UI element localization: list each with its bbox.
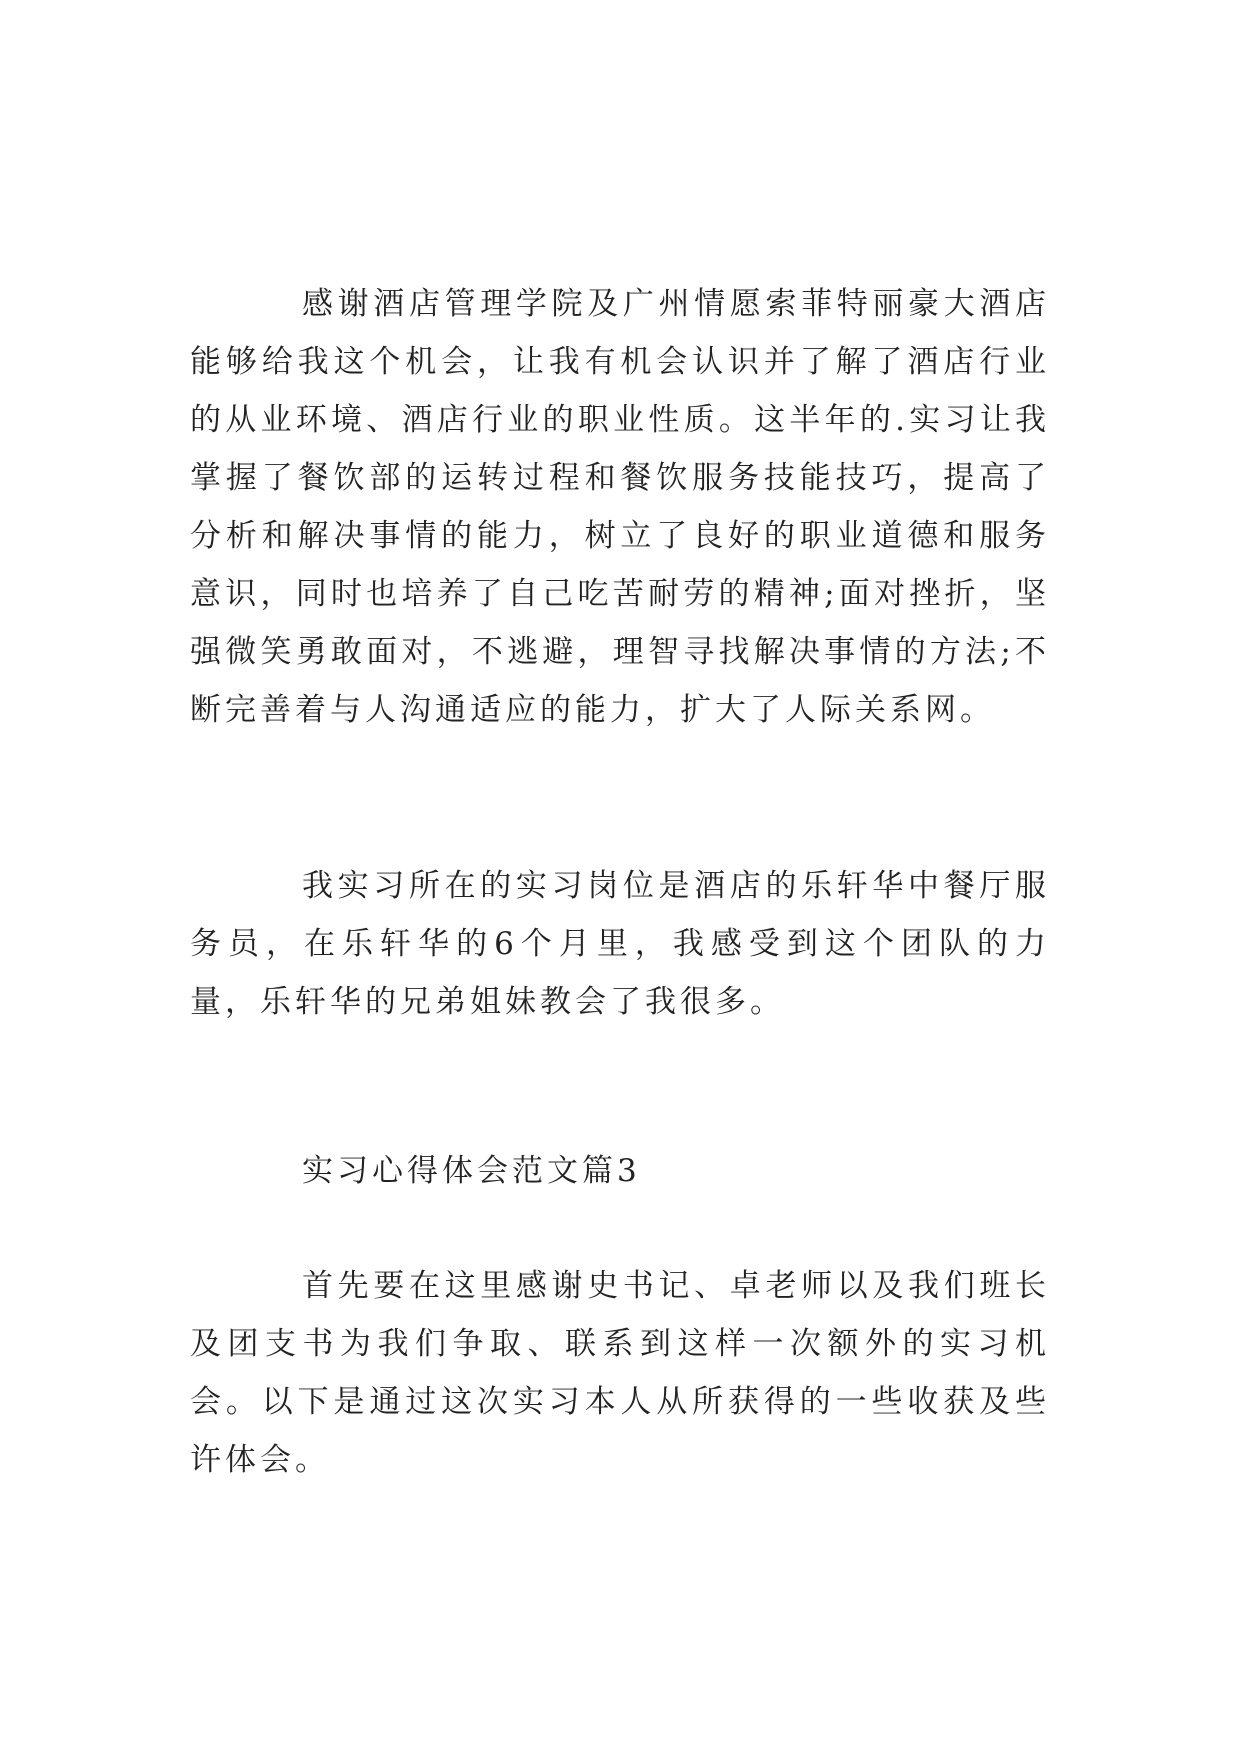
- section-heading: 实习心得体会范文篇3: [302, 1153, 641, 1189]
- body-paragraph-3: 首先要在这里感谢史书记、卓老师以及我们班长及团支书为我们争取、联系到这样一次额外的实习机会。以下是通过这次实习本人从所获得的一些收获及些许体会。: [190, 1268, 1050, 1478]
- body-paragraph-1: 感谢酒店管理学院及广州情愿索菲特丽豪大酒店能够给我这个机会，让我有机会认识并了解了酒店行业的从业环境、酒店行业的职业性质。这半年的.实习让我掌握了餐饮部的运转过程和餐饮服务技能技巧，提高了分析和解决事情的能力，树立了良好的职业道德和服务意识，同时也培养了自己吃苦耐劳的精神;面对挫折，坚强微笑勇敢面对，不逃避，理智寻找解决事情的方法;不断完善着与人沟通适应的能力，扩大了人际关系网。: [190, 286, 1050, 728]
- body-paragraph-2: 我实习所在的实习岗位是酒店的乐轩华中餐厅服务员，在乐轩华的6个月里，我感受到这个团队的力量，乐轩华的兄弟姐妹教会了我很多。: [190, 868, 1050, 1020]
